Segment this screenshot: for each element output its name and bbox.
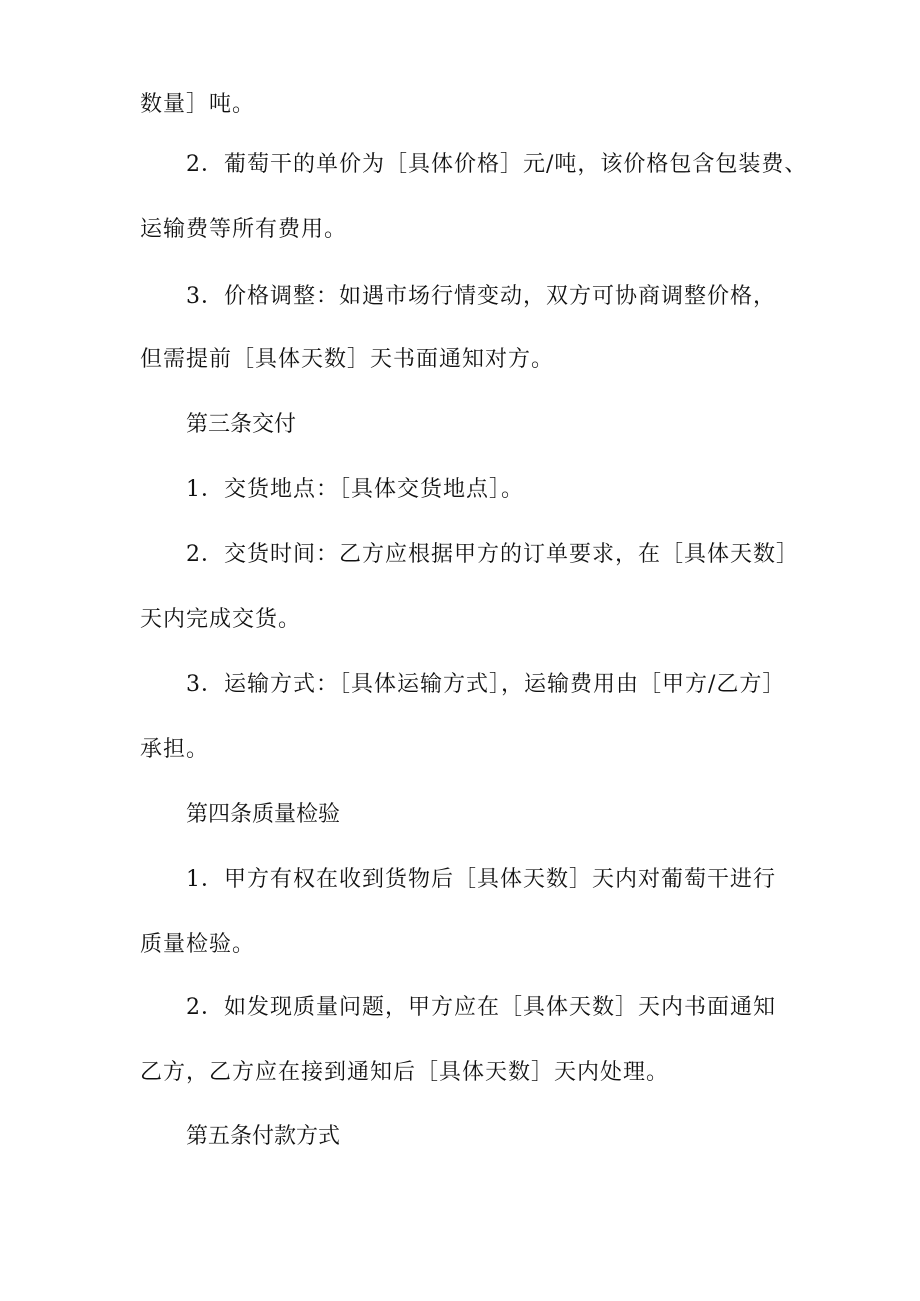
paragraph-line: 质量检验。 xyxy=(140,932,256,957)
paragraph-line: 3．运输方式：［具体运输方式］，运输费用由［甲方/乙方］ xyxy=(186,672,786,697)
paragraph-line: 运输费等所有费用。 xyxy=(140,217,348,242)
paragraph-line: 1．交货地点：［具体交货地点］。 xyxy=(186,477,524,502)
paragraph-line: 但需提前［具体天数］天书面通知对方。 xyxy=(140,347,555,372)
paragraph-line: 2．葡萄干的单价为［具体价格］元/吨，该价格包含包装费、 xyxy=(186,152,808,177)
paragraph-line: 数量］吨。 xyxy=(140,92,256,117)
paragraph-line: 3．价格调整：如遇市场行情变动，双方可协商调整价格， xyxy=(186,284,776,309)
paragraph-line: 1．甲方有权在收到货物后［具体天数］天内对葡萄干进行 xyxy=(186,867,776,892)
paragraph-line: 乙方，乙方应在接到通知后［具体天数］天内处理。 xyxy=(140,1060,670,1085)
section-heading: 第五条付款方式 xyxy=(186,1124,341,1149)
section-heading: 第三条交付 xyxy=(186,412,297,437)
paragraph-line: 承担。 xyxy=(140,737,210,762)
paragraph-line: 2．交货时间：乙方应根据甲方的订单要求，在［具体天数］ xyxy=(186,542,799,567)
paragraph-line: 天内完成交货。 xyxy=(140,607,302,632)
paragraph-line: 2．如发现质量问题，甲方应在［具体天数］天内书面通知 xyxy=(186,995,776,1020)
section-heading: 第四条质量检验 xyxy=(186,802,341,827)
